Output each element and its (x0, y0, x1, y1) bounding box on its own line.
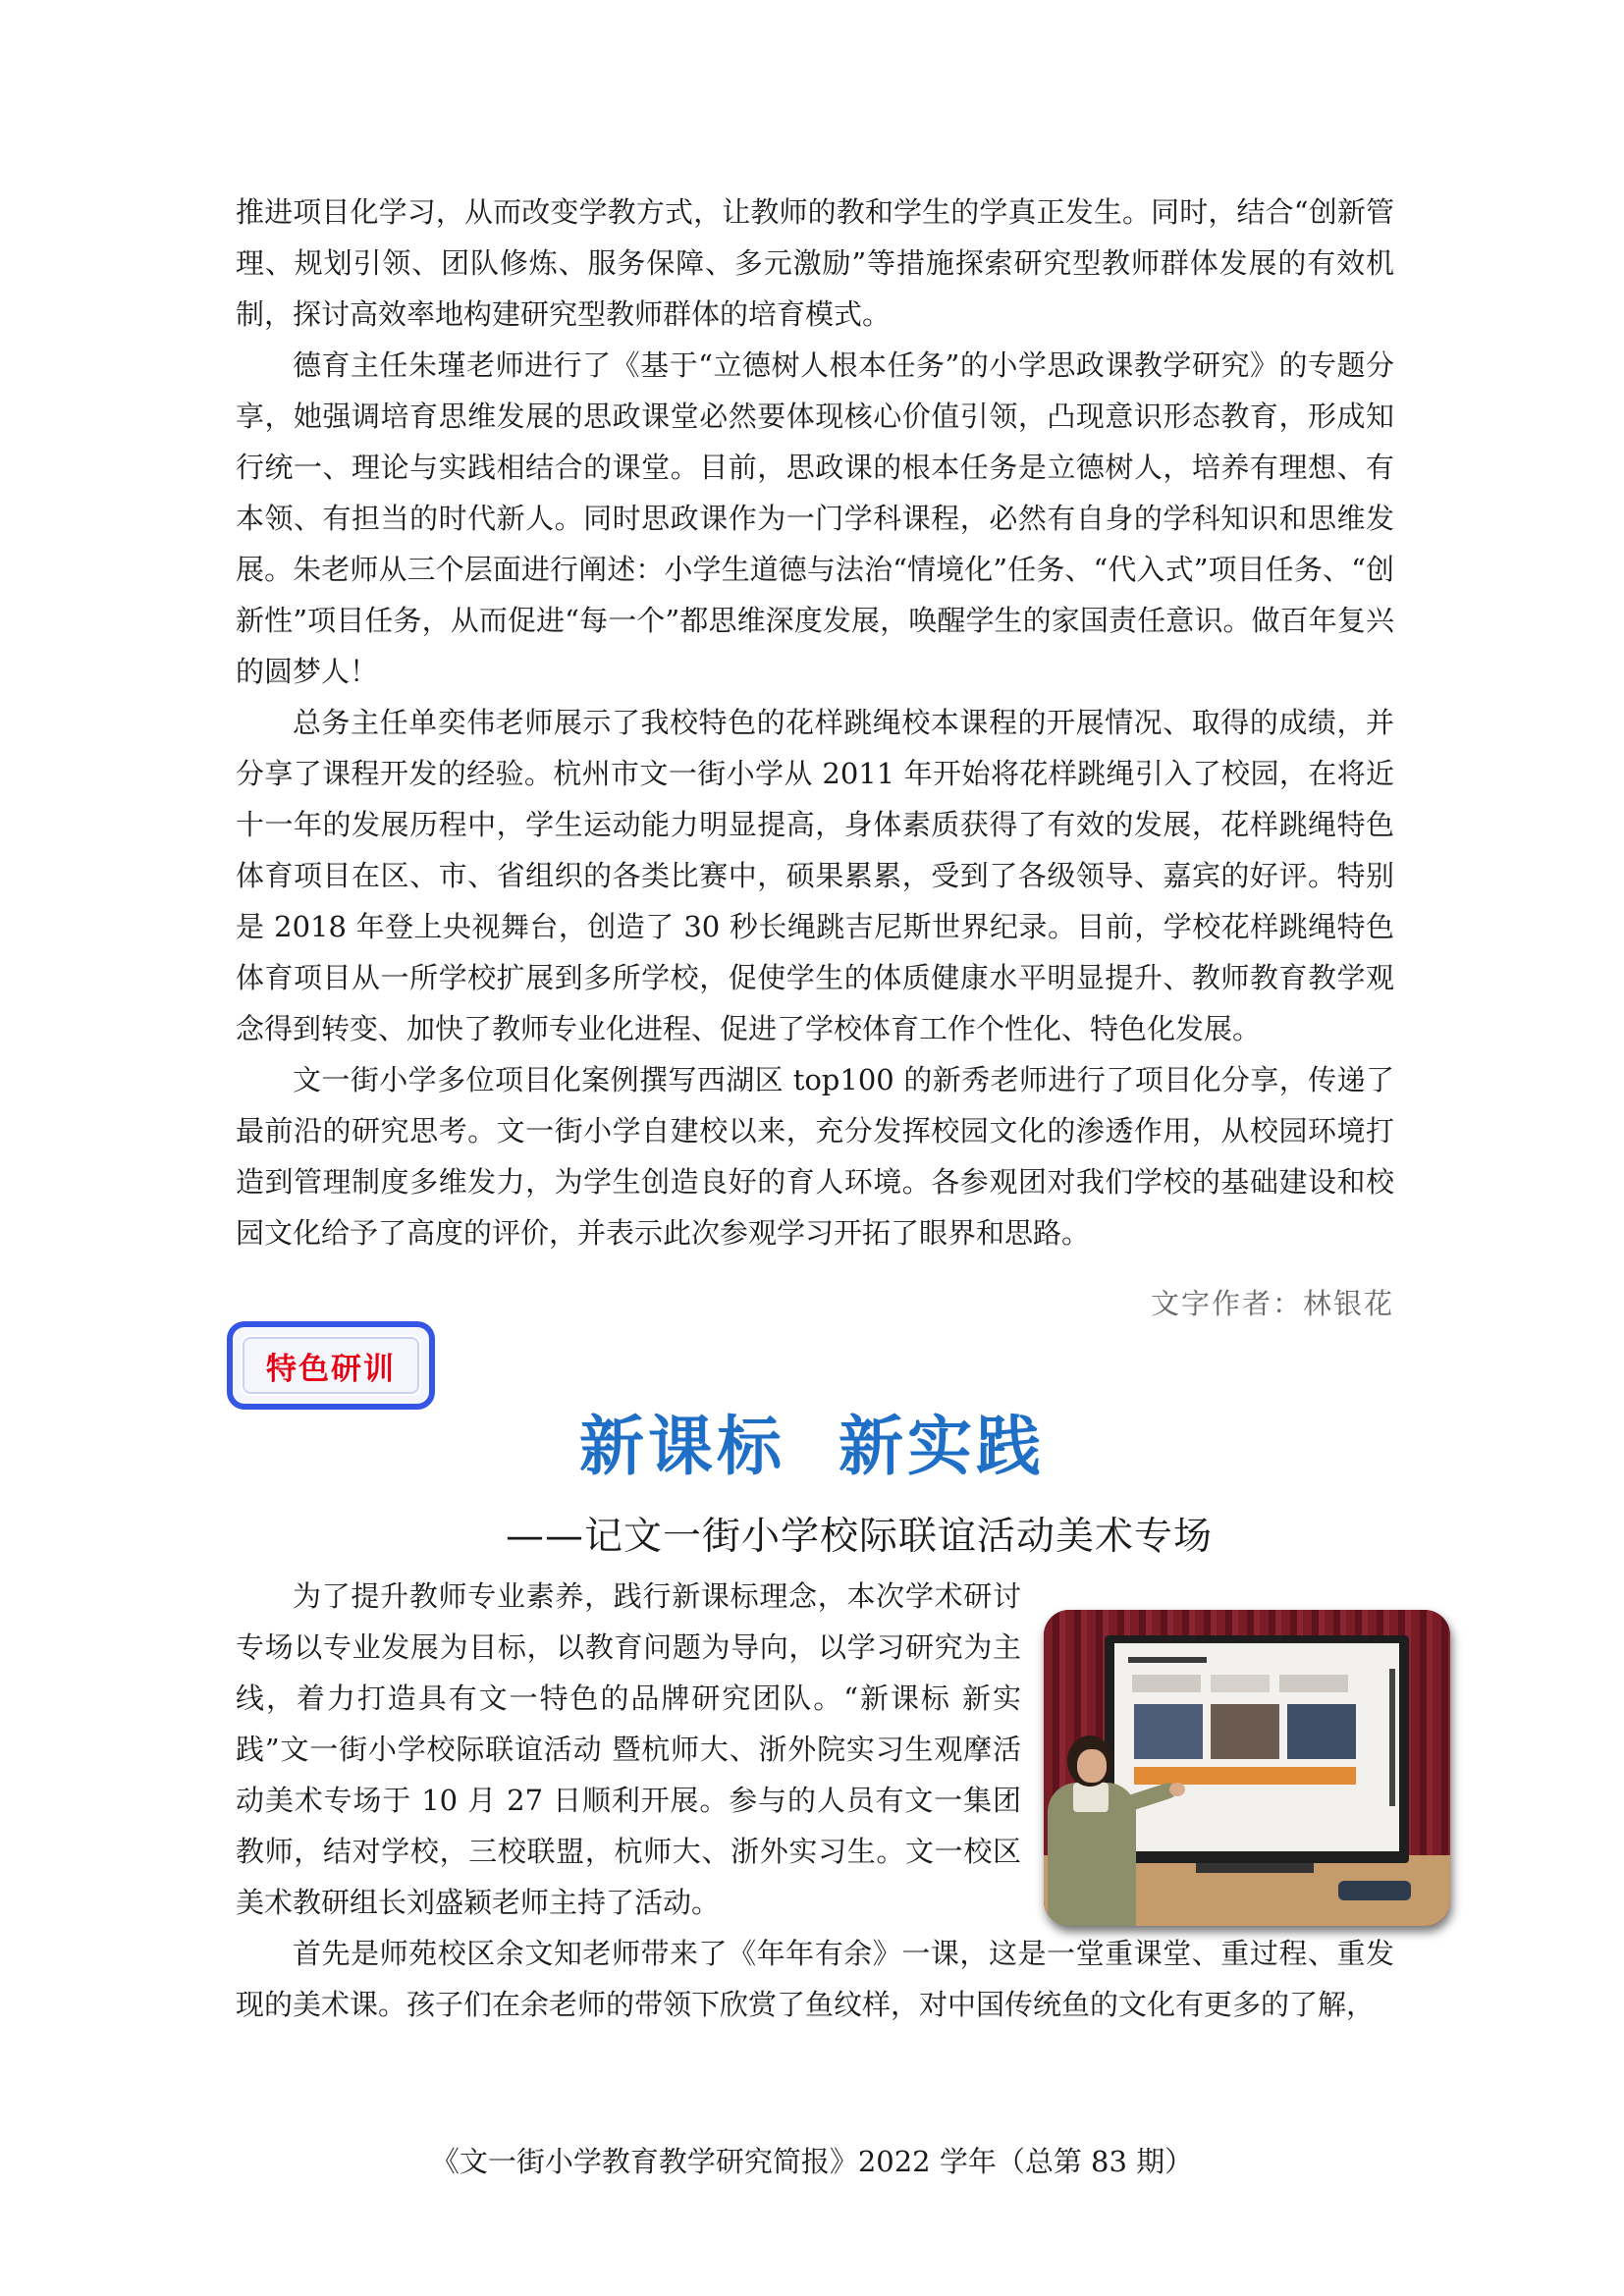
top-text-block (236, 187, 1394, 1258)
slide-photo (1134, 1704, 1203, 1759)
paragraph: 为了提升教师专业素养，践行新课标理念，本次学术研讨专场以专业发展为目标，以教育问题为导向，以学习研究为主线，着力打造具有文一特色的品牌研究团队。“新课标 新实践”文一街小学校际联谊活动 暨杭师大、浙外院实习生观摩活动美术专场于 10 月 27 日顺利开展。参与的人员有文一集团教师，结对学校，三校联盟，杭师大、浙外实习生。文一校区美术教研组长刘盛颖老师主持了活动。 (236, 1579, 1021, 1919)
teacher-hand (1169, 1783, 1185, 1796)
slide-photo (1211, 1704, 1279, 1759)
author-credit: 文字作者：林银花 (1150, 1287, 1394, 1320)
teacher-presenting-photo (1044, 1610, 1450, 1926)
slide-photo (1287, 1704, 1356, 1759)
paragraph: 推进项目化学习，从而改变学教方式，让教师的教和学生的学真正发生。同时，结合“创新管理、规划引领、团队修炼、服务保障、多元激励”等措施探索研究型教师群体发展的有效机制，探讨高效率地构建研究型教师群体的培育模式。 (236, 195, 1394, 331)
teacher-face (1077, 1749, 1107, 1783)
slide-text (1211, 1675, 1270, 1692)
screen-stand (1196, 1863, 1314, 1873)
desk-item (1338, 1881, 1411, 1900)
paragraph: 首先是师苑校区余文知老师带来了《年年有余》一课，这是一堂重课堂、重过程、重发现的美术课。孩子们在余老师的带领下欣赏了鱼纹样，对中国传统鱼的文化有更多的了解， (236, 1937, 1394, 2021)
page-footer: 《文一街小学教育教学研究简报》2022 学年（总第 83 期） (430, 2145, 1194, 2178)
paragraph: 文一街小学多位项目化案例撰写西湖区 top100 的新秀老师进行了项目化分享，传递了最前沿的研究思考。文一街小学自建校以来，充分发挥校园文化的渗透作用，从校园环境打造到管理制度多维发力，为学生创造良好的育人环境。各参观团对我们学校的基础建设和校园文化给予了高度的评价，并表示此次参观学习开拓了眼界和思路。 (236, 1063, 1394, 1250)
slide-text (1132, 1675, 1201, 1692)
screen-edge (1389, 1669, 1395, 1806)
paragraph: 德育主任朱瑾老师进行了《基于“立德树人根本任务”的小学思政课教学研究》的专题分享，她强调培育思维发展的思政课堂必然要体现核心价值引领，凸现意识形态教育，形成知行统一、理论与实践相结合的课堂。目前，思政课的根本任务是立德树人，培养有理想、有本领、有担当的时代新人。同时思政课作为一门学科课程，必然有自身的学科知识和思维发展。朱老师从三个层面进行阐述：小学生道德与法治“情境化”任务、“代入式”项目任务、“创新性”项目任务，从而促进“每一个”都思维深度发展，唤醒学生的家国责任意识。做百年复兴的圆梦人！ (236, 348, 1394, 688)
article-body-block (236, 1928, 1394, 2030)
slide-title (1128, 1657, 1207, 1663)
article-title: 新课标 新实践 (579, 1409, 1045, 1484)
paragraph: 总务主任单奕伟老师展示了我校特色的花样跳绳校本课程的开展情况、取得的成绩，并分享了课程开发的经验。杭州市文一街小学从 2011 年开始将花样跳绳引入了校园，在将近十一年的发展历程中，学生运动能力明显提高，身体素质获得了有效的发展，花样跳绳特色体育项目在区、市、省组织的各类比赛中，硕果累累，受到了各级领导、嘉宾的好评。特别是 2018 年登上央视舞台，创造了 30 秒长绳跳吉尼斯世界纪录。目前，学校花样跳绳特色体育项目从一所学校扩展到多所学校，促使学生的体质健康水平明显提升、教师教育教学观念得到转变、加快了教师专业化进程、促进了学校体育工作个性化、特色化发展。 (236, 706, 1394, 1045)
section-badge-label: 特色研训 (266, 1351, 396, 1387)
article-intro-block (236, 1571, 1021, 1928)
slide-text (1279, 1675, 1348, 1692)
article-subtitle: ——记文一街小学校际联谊活动美术专场 (505, 1515, 1213, 1559)
teacher-collar (1073, 1783, 1109, 1812)
